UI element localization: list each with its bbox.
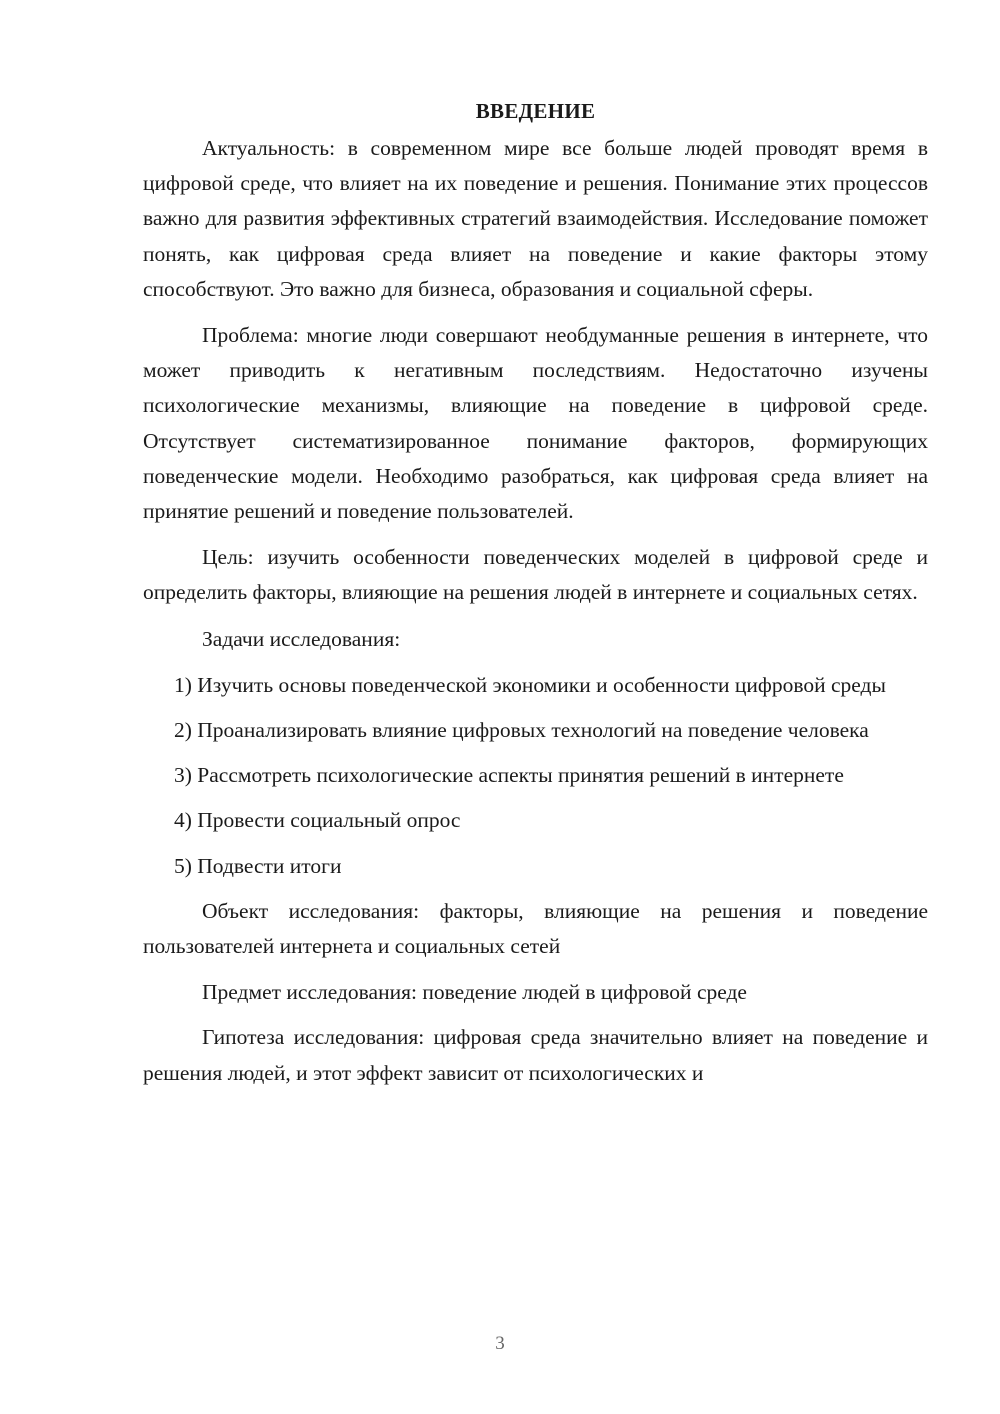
goal-paragraph: Цель: изучить особенности поведенческих моделей в цифровой среде и определить факторы, влияющие на решения людей в интернете и социальных сетях. [143,545,928,605]
problem-paragraph: Проблема: многие люди совершают необдуманные решения в интернете, что может приводить к негативным последствиям. Недостаточно изучены психологические механизмы, влияющие на поведение в цифровой среде. Отсутствует систематизированное понимание факторов, формирующих поведенческие модели. Необходимо разобраться, как цифровая среда влияет на принятие решений и поведение пользователей. [143,323,928,524]
section-title: ВВЕДЕНИЕ [475,99,596,123]
page-content [143,93,928,1102]
subject-paragraph: Предмет исследования: поведение людей в цифровой среде [202,980,747,1005]
task-item-5: 5) Подвести итоги [174,853,342,878]
task-item-4: 4) Провести социальный опрос [174,808,461,833]
task-item-1: 1) Изучить основы поведенческой экономики и особенности цифровой среды [174,672,886,697]
task-item-2: 2) Проанализировать влияние цифровых технологий на поведение человека [174,718,869,743]
object-paragraph: Объект исследования: факторы, влияющие на решения и поведение пользователей интернета и социальных сетей [143,898,928,959]
relevance-paragraph: Актуальность: в современном мире все больше людей проводят время в цифровой среде, что влияет на их поведение и решения. Понимание этих процессов важно для развития эффективных стратегий взаимодействия. Исследование поможет понять, как цифровая среда влияет на поведение и какие факторы этому способствуют. Это важно для бизнеса, образования и социальной сферы. [143,136,928,301]
task-item-3: 3) Рассмотреть психологические аспекты принятия решений в интернете [174,763,844,788]
hypothesis-paragraph: Гипотеза исследования: цифровая среда значительно влияет на поведение и решения людей, и этот эффект зависит от психологических и [143,1025,928,1085]
tasks-heading: Задачи исследования: [202,626,401,651]
page-number: 3 [495,1333,505,1354]
